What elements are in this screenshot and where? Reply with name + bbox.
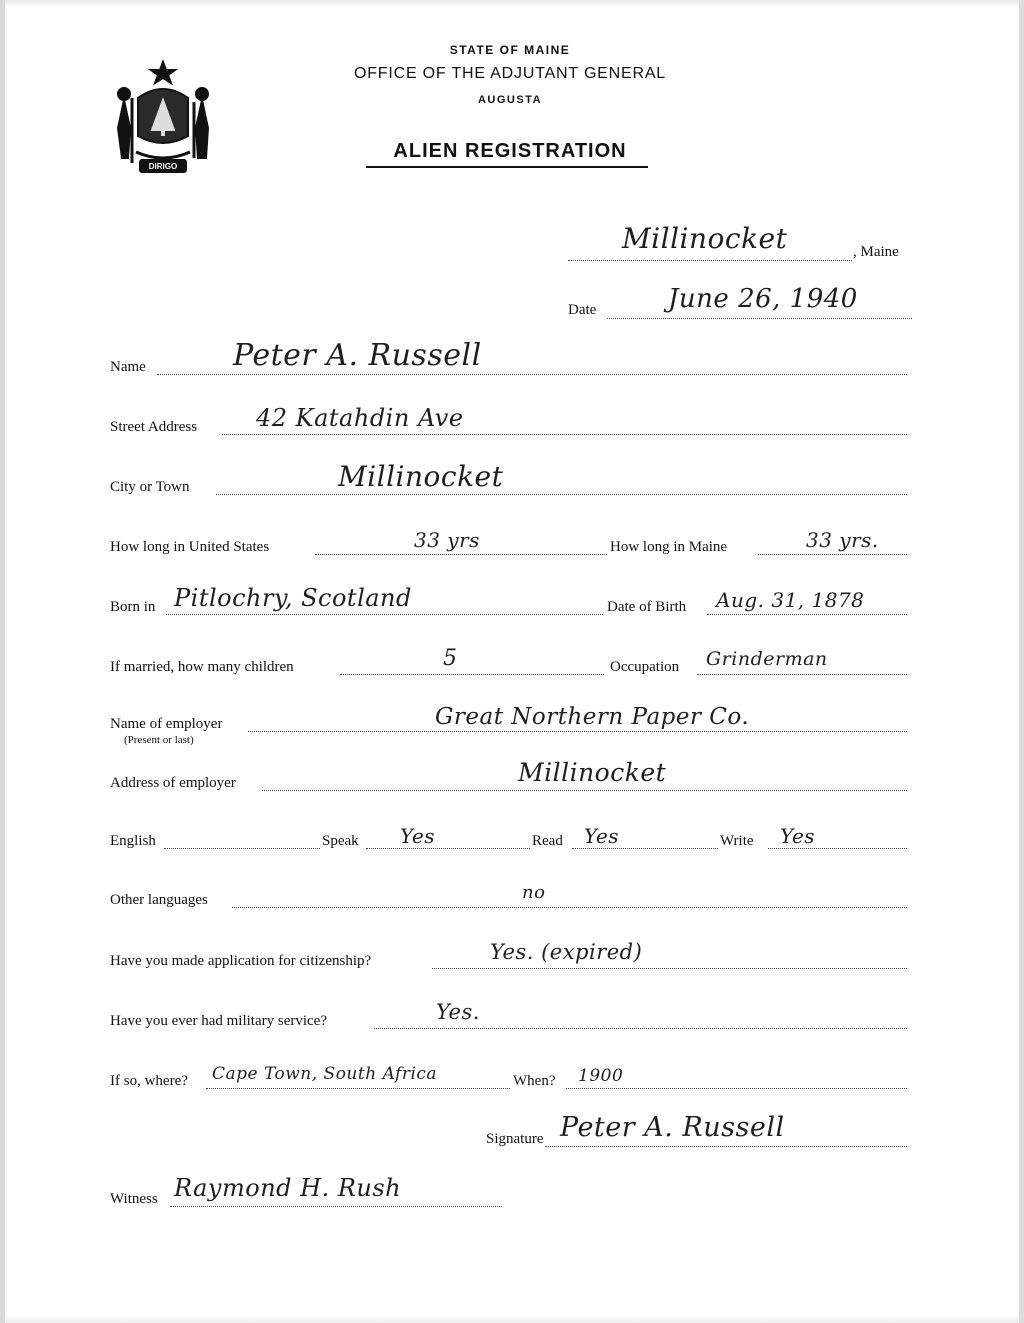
how-long-maine-value: 33 yrs. [806, 528, 879, 552]
employer-line [248, 731, 907, 732]
dob-line [707, 614, 907, 615]
read-label: Read [532, 833, 563, 849]
write-label: Write [720, 833, 754, 849]
english-label: English [110, 833, 156, 849]
how-long-us-line [315, 554, 607, 555]
speak-label: Speak [322, 833, 359, 849]
born-in-value: Pitlochry, Scotland [174, 584, 412, 612]
date-value: June 26, 1940 [668, 284, 858, 314]
children-value: 5 [443, 646, 458, 671]
speak-line [366, 848, 530, 849]
military-line [374, 1028, 907, 1029]
street-line [222, 434, 907, 435]
date-label: Date [568, 302, 597, 318]
read-line [572, 848, 718, 849]
scan-edge-left [0, 0, 5, 1323]
name-value: Peter A. Russell [233, 338, 482, 373]
witness-label: Witness [110, 1191, 158, 1207]
when-line [566, 1088, 907, 1089]
employer-address-value: Millinocket [518, 758, 667, 787]
date-line [607, 318, 912, 319]
employer-sublabel: (Present or last) [124, 734, 194, 746]
read-value: Yes [584, 824, 620, 848]
where-line [206, 1088, 510, 1089]
how-long-us-label: How long in United States [110, 539, 270, 555]
citizenship-label: Have you made application for citizenship? [110, 953, 372, 969]
city-value: Millinocket [338, 460, 504, 493]
place-line [568, 260, 852, 261]
english-line [164, 848, 320, 849]
scan-edge-right [1019, 0, 1024, 1323]
how-long-maine-line [758, 554, 907, 555]
place-value: Millinocket [622, 222, 788, 255]
children-line [340, 674, 604, 675]
other-languages-label: Other languages [110, 892, 208, 908]
occupation-value: Grinderman [706, 648, 828, 670]
other-languages-line [232, 907, 907, 908]
born-in-line [166, 614, 603, 615]
employer-address-label: Address of employer [110, 775, 236, 791]
dob-label: Date of Birth [607, 599, 687, 615]
signature-line [545, 1146, 907, 1147]
name-line [157, 374, 907, 375]
occupation-label: Occupation [610, 659, 680, 675]
header-city: AUGUSTA [477, 94, 543, 106]
write-line [768, 848, 907, 849]
title-underline [366, 166, 648, 168]
city-line [216, 494, 907, 495]
how-long-us-value: 33 yrs [414, 528, 480, 552]
when-label: When? [513, 1073, 556, 1089]
when-value: 1900 [578, 1066, 624, 1086]
citizenship-line [432, 968, 907, 969]
signature-label: Signature [486, 1131, 544, 1147]
name-label: Name [110, 359, 146, 375]
street-label: Street Address [110, 419, 198, 435]
born-in-label: Born in [110, 599, 156, 615]
other-languages-value: no [522, 882, 546, 903]
occupation-line [697, 674, 907, 675]
where-label: If so, where? [110, 1073, 188, 1089]
write-value: Yes [780, 824, 816, 848]
military-value: Yes. [436, 1000, 480, 1024]
signature-value: Peter A. Russell [560, 1112, 785, 1143]
maine-state-seal [110, 58, 216, 178]
employer-value: Great Northern Paper Co. [435, 704, 750, 730]
citizenship-value: Yes. (expired) [490, 940, 643, 964]
header-office: OFFICE OF THE ADJUTANT GENERAL [353, 65, 667, 82]
where-value: Cape Town, South Africa [212, 1064, 438, 1084]
children-label: If married, how many children [110, 659, 294, 675]
street-value: 42 Katahdin Ave [256, 404, 464, 432]
header-state: STATE OF MAINE [449, 43, 571, 57]
form-title: ALIEN REGISTRATION [393, 140, 627, 162]
speak-value: Yes [400, 824, 436, 848]
dob-value: Aug. 31, 1878 [716, 588, 865, 612]
employer-label: Name of employer [110, 716, 223, 732]
witness-line [170, 1206, 502, 1207]
employer-address-line [262, 790, 907, 791]
place-suffix: , Maine [853, 244, 899, 260]
how-long-maine-label: How long in Maine [610, 539, 728, 555]
witness-value: Raymond H. Rush [174, 1174, 402, 1202]
military-label: Have you ever had military service? [110, 1013, 327, 1029]
seal-motto: DIRIGO [148, 162, 178, 171]
city-label: City or Town [110, 479, 190, 495]
